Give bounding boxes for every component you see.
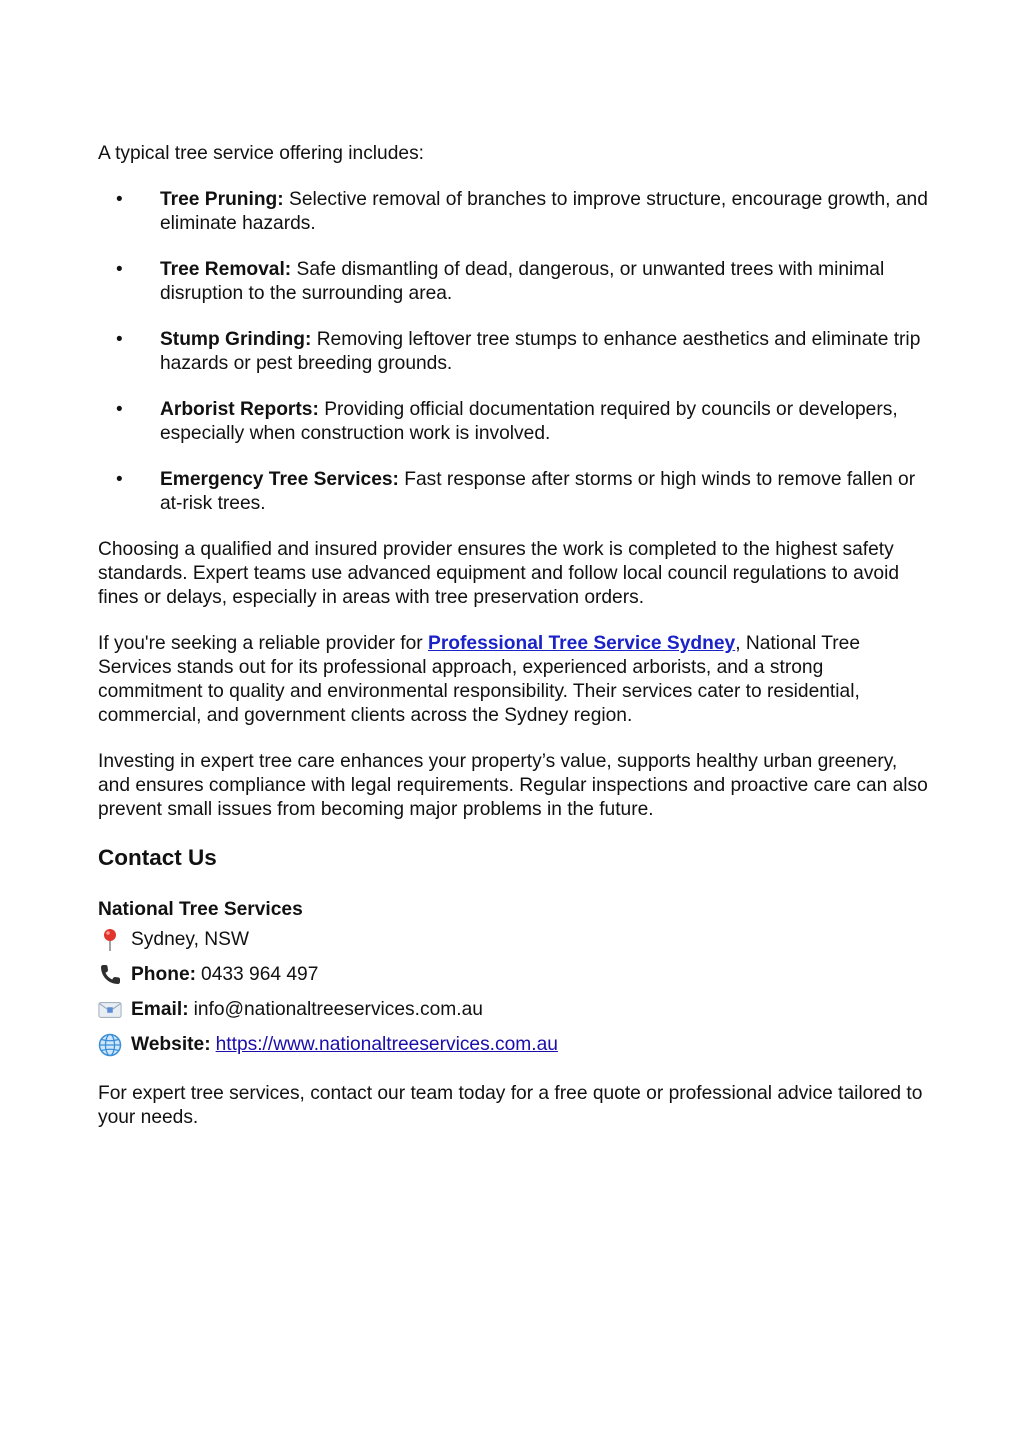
pin-icon: [98, 928, 122, 952]
intro-text: A typical tree service offering includes:: [98, 143, 424, 164]
service-term: Tree Pruning:: [160, 189, 284, 210]
globe-icon: [98, 1033, 122, 1057]
list-item: [98, 188, 928, 236]
services-list: [98, 188, 928, 516]
service-description: Selective removal of branches to improve structure, encourage growth, and eliminate hazards.: [160, 189, 928, 234]
envelope-icon: [98, 998, 122, 1022]
bullet: •: [116, 399, 123, 420]
paragraph-seeking-after: , National Tree Services stands out for its professional approach, experienced arborists, and a strong commitment to quality and environmental responsibility. Their services cater to residential, commercial, and government clients across the Sydney region.: [98, 633, 860, 726]
bullet: •: [116, 259, 123, 280]
professional-tree-service-link[interactable]: Professional Tree Service Sydney: [428, 633, 736, 654]
contact-heading: Contact Us: [98, 845, 217, 870]
contact-location: [98, 928, 928, 952]
bullet: •: [116, 329, 123, 350]
service-description: Providing official documentation required by councils or developers, especially when construction work is involved.: [160, 399, 898, 444]
closing-text: For expert tree services, contact our team today for a free quote or professional advice tailored to your needs.: [98, 1083, 923, 1128]
contact-phone: [98, 963, 928, 987]
paragraph-choosing: Choosing a qualified and insured provider ensures the work is completed to the highest safety standards. Expert teams use advanced equipment and follow local council regulations to avoid fines or delays, especially in areas with tree preservation orders.: [98, 539, 900, 608]
list-item: [98, 258, 928, 306]
bullet: •: [116, 469, 123, 490]
paragraph-seeking-before: If you're seeking a reliable provider for: [98, 633, 429, 654]
phone-value: 0433 964 497: [201, 964, 319, 985]
website-label: Website:: [131, 1034, 211, 1055]
list-item: [98, 398, 928, 446]
paragraph-investing: Investing in expert tree care enhances your property’s value, supports healthy urban greenery, and ensures compliance with legal requirements. Regular inspections and proactive care can also prevent small issues from becoming major problems in the future.: [98, 751, 928, 820]
service-term: Emergency Tree Services:: [160, 469, 399, 490]
service-description: Fast response after storms or high winds to remove fallen or at-risk trees.: [160, 469, 916, 514]
contact-email: [98, 998, 928, 1022]
bullet: •: [116, 189, 123, 210]
list-item: [98, 328, 928, 376]
contact-website: [98, 1033, 928, 1057]
service-term: Arborist Reports:: [160, 399, 319, 420]
phone-label: Phone:: [131, 964, 197, 985]
email-value: info@nationaltreeservices.com.au: [193, 999, 483, 1020]
service-description: Removing leftover tree stumps to enhance aesthetics and eliminate trip hazards or pest breeding grounds.: [160, 329, 921, 374]
company-name: National Tree Services: [98, 899, 303, 920]
email-label: Email:: [131, 999, 189, 1020]
service-term: Tree Removal:: [160, 259, 292, 280]
service-description: Safe dismantling of dead, dangerous, or unwanted trees with minimal disruption to the surrounding area.: [160, 259, 885, 304]
paragraph-seeking: [98, 632, 928, 728]
phone-icon: [98, 963, 122, 987]
website-link[interactable]: https://www.nationaltreeservices.com.au: [215, 1034, 558, 1055]
list-item: [98, 468, 928, 516]
location-text: Sydney, NSW: [131, 929, 250, 950]
service-term: Stump Grinding:: [160, 329, 312, 350]
